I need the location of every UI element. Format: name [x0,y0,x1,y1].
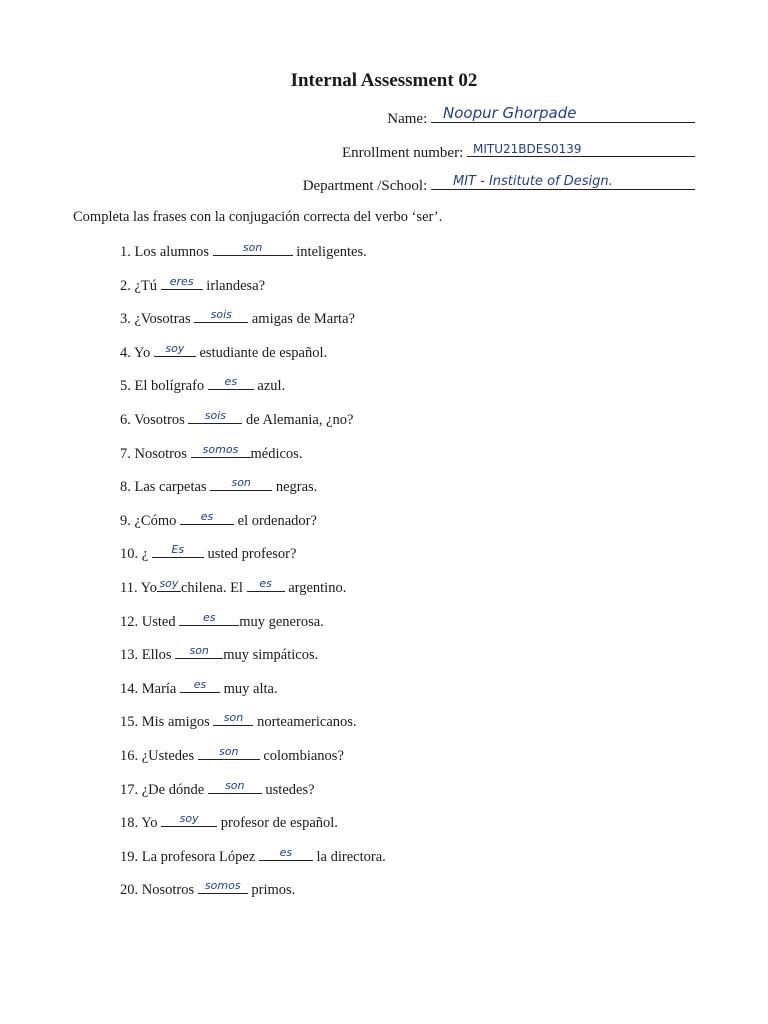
handwritten-answer: sois [204,409,226,422]
item-text: 10. ¿ [120,546,152,563]
exercise-item [120,509,317,530]
exercise-item [120,411,353,429]
item-text: profesor de español. [217,815,338,832]
answer-blank[interactable] [194,310,248,323]
answer-blank[interactable] [161,814,217,827]
item-text: 16. ¿Ustedes [120,748,198,764]
item-text: 7. Nosotros [120,445,191,462]
department-value: MIT - Institute of Design. [453,174,613,189]
item-text: 18. Yo [120,815,162,832]
answer-blank[interactable] [175,646,223,659]
answer-blank[interactable] [191,442,251,458]
department-line[interactable] [431,175,695,190]
item-text: el ordenador? [234,512,317,529]
enrollment-line[interactable] [467,142,695,157]
handwritten-answer: Es [171,543,185,557]
answer-blank[interactable] [247,579,285,592]
item-text: argentino. [284,580,347,596]
item-text: 6. Vosotros [120,412,189,428]
item-text: 1. Los alumnos [120,244,213,260]
item-text: 2. ¿Tú [120,277,161,294]
item-text: primos. [247,882,296,899]
item-text: colombianos? [259,748,344,764]
answer-blank[interactable] [259,845,313,861]
item-text: muy alta. [220,680,278,697]
exercise-item [120,881,295,899]
name-line[interactable] [431,104,695,123]
exercise-item [120,747,344,765]
exercise-item [120,814,338,832]
answer-blank[interactable] [198,881,248,894]
handwritten-answer: soy [179,812,199,826]
answer-blank[interactable] [210,478,272,491]
item-text: de Alemania, ¿no? [242,412,354,428]
item-text: 12. Usted [120,613,180,630]
handwritten-answer: somos [204,879,241,893]
exercise-item [120,310,355,328]
exercise-item [120,845,386,866]
item-text: ustedes? [261,781,315,798]
exercise-item [120,274,266,295]
handwritten-answer: es [279,845,293,859]
handwritten-answer: es [259,577,272,590]
item-text: la directora. [312,848,386,865]
department-label: Department /School: [302,178,428,194]
exercise-item [120,579,346,597]
item-text: estudiante de español. [195,344,328,361]
handwritten-answer: es [224,375,238,389]
item-text: 19. La profesora López [120,848,259,865]
item-text: 8. Las carpetas [120,479,211,496]
name-label: Name: [387,111,428,127]
exercise-item [120,677,278,698]
item-text: 14. María [120,680,180,697]
exercise-item [120,243,367,261]
page-title: Internal Assessment 02 [290,70,478,91]
item-text: 3. ¿Vosotras [120,311,195,328]
exercise-item [120,713,357,731]
item-text: 13. Ellos [120,647,176,664]
handwritten-answer: sois [210,308,232,322]
handwritten-answer: son [225,778,245,792]
handwritten-answer: es [202,610,216,624]
item-text: amigas de Marta? [248,311,355,328]
answer-blank[interactable] [161,274,203,290]
enrollment-label: Enrollment number: [342,145,464,161]
answer-blank[interactable] [198,747,260,760]
answer-blank[interactable] [180,677,220,693]
handwritten-answer: son [189,644,209,658]
item-text: muy generosa. [239,613,324,630]
department-field [303,175,695,195]
item-text: muy simpáticos. [223,647,319,664]
exercise-item [120,610,324,631]
exercise-item [120,545,296,563]
exercise-item [120,442,303,463]
handwritten-answer: son [223,711,244,725]
handwritten-answer: soy [159,577,179,590]
handwritten-answer: es [200,509,214,523]
handwritten-answer: somos [202,442,239,456]
handwritten-answer: son [231,476,251,490]
handwritten-answer: son [219,745,239,758]
item-text: chilena. El [180,580,247,596]
handwritten-answer: es [193,677,207,691]
item-text: azul. [253,378,286,395]
item-text: 5. El bolígrafo [120,378,208,395]
item-text: 20. Nosotros [120,882,198,899]
answer-blank[interactable] [213,243,293,256]
enrollment-value: MITU21BDES0139 [473,142,582,156]
answer-blank[interactable] [208,778,262,794]
item-text: médicos. [250,445,303,462]
item-text: negras. [272,479,318,496]
item-text: 4. Yo [120,344,154,361]
handwritten-answer: eres [169,274,194,288]
exercise-item [120,646,318,664]
answer-blank[interactable] [213,713,253,726]
instruction-text: Completa las frases con la conjugación correcta del verbo ‘ser’. [73,209,443,225]
answer-blank[interactable] [180,509,234,525]
item-text: irlandesa? [202,277,266,294]
handwritten-answer: soy [165,341,185,355]
exercise-item [120,778,315,799]
answer-blank[interactable] [179,610,239,626]
handwritten-answer: son [242,241,263,254]
answer-blank[interactable] [154,341,196,357]
exercise-item [120,478,317,496]
name-value: Noopur Ghorpade [443,104,577,122]
name-field [387,104,695,128]
item-text: norteamericanos. [253,714,357,731]
item-text: inteligentes. [292,244,367,260]
item-text: usted profesor? [203,546,297,563]
item-text: 9. ¿Cómo [120,512,181,529]
exercise-item [120,341,328,362]
item-text: 11. Yo [120,580,157,596]
answer-blank[interactable] [208,377,254,390]
exercise-item [120,377,285,395]
answer-blank[interactable] [188,411,242,424]
answer-blank[interactable] [152,545,204,558]
answer-blank[interactable] [157,579,181,592]
item-text: 15. Mis amigos [120,714,214,731]
enrollment-field [342,142,695,162]
item-text: 17. ¿De dónde [120,781,208,798]
